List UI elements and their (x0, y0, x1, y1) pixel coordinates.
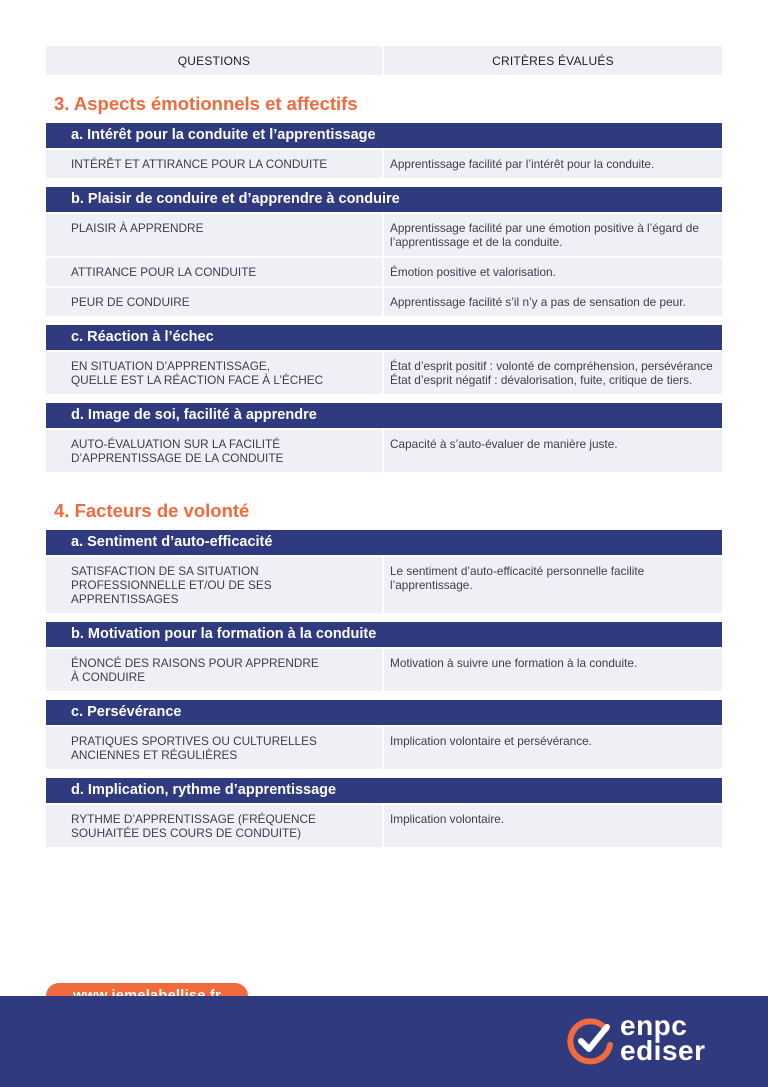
criteria-cell (384, 430, 722, 472)
question-line: PROFESSIONNELLE ET/OU DE SES (71, 578, 272, 592)
question-line: SATISFACTION DE SA SITUATION (71, 564, 259, 578)
criteria-group (46, 123, 722, 178)
criteria-line: Implication volontaire. (390, 812, 505, 826)
question-cell (46, 214, 384, 256)
question-line: EN SITUATION D’APPRENTISSAGE, (71, 359, 271, 373)
table-row (46, 649, 722, 691)
criteria-group (46, 403, 722, 472)
criteria-line: Motivation à suivre une formation à la conduite. (390, 656, 638, 670)
criteria-group (46, 187, 722, 316)
question-cell (46, 557, 384, 613)
enpc-ediser-logo (566, 1010, 726, 1069)
subsection-header: b. Plaisir de conduire et d’apprendre à conduire (46, 187, 722, 212)
table-row (46, 258, 722, 286)
subsection-header: d. Implication, rythme d’apprentissage (46, 778, 722, 803)
criteria-cell (384, 805, 722, 847)
question-line: PRATIQUES SPORTIVES OU CULTURELLES (71, 734, 317, 748)
question-line: APPRENTISSAGES (71, 592, 179, 606)
criteria-line: Capacité à s’auto-évaluer de manière juste. (390, 437, 618, 451)
section-title: 3. Aspects émotionnels et affectifs (54, 93, 358, 114)
sections-container (46, 91, 722, 847)
criteria-line: État d’esprit négatif : dévalorisation, fuite, critique de tiers. (390, 373, 693, 387)
criteria-cell (384, 258, 722, 286)
question-line: ATTIRANCE POUR LA CONDUITE (71, 265, 257, 279)
criteria-line: Apprentissage facilité par une émotion positive à l’égard de l’apprentissage et de la conduite. (390, 221, 699, 249)
logo-line-enpc: enpc (620, 1010, 688, 1041)
question-line: AUTO-ÉVALUATION SUR LA FACILITÉ (71, 437, 281, 451)
question-line: RYTHME D’APPRENTISSAGE (FRÉQUENCE (71, 812, 316, 826)
criteria-line: Émotion positive et valorisation. (390, 265, 556, 279)
question-line: SOUHAITÉE DES COURS DE CONDUITE) (71, 826, 302, 840)
question-line: QUELLE EST LA RÉACTION FACE À L’ÉCHEC (71, 373, 324, 387)
question-cell (46, 352, 384, 394)
criteria-cell (384, 150, 722, 178)
criteria-line: Apprentissage facilité par l’intérêt pour la conduite. (390, 157, 655, 171)
table-row (46, 430, 722, 472)
checkmark-circle-icon (566, 1017, 616, 1067)
criteria-group (46, 530, 722, 613)
question-cell (46, 430, 384, 472)
subsection-header: c. Réaction à l’échec (46, 325, 722, 350)
criteria-cell (384, 288, 722, 316)
criteria-group (46, 700, 722, 769)
question-line: À CONDUIRE (71, 670, 146, 684)
question-line: D’APPRENTISSAGE DE LA CONDUITE (71, 451, 284, 465)
criteria-line: État d’esprit positif : volonté de compréhension, persévérance (390, 359, 713, 373)
question-line: ÉNONCÉ DES RAISONS POUR APPRENDRE (71, 656, 319, 670)
criteria-cell (384, 352, 722, 394)
criteria-group (46, 778, 722, 847)
question-line: ANCIENNES ET RÉGULIÈRES (71, 748, 238, 762)
table-row (46, 214, 722, 256)
subsection-header: b. Motivation pour la formation à la conduite (46, 622, 722, 647)
subsection-header: a. Intérêt pour la conduite et l’apprentissage (46, 123, 722, 148)
criteria-cell (384, 214, 722, 256)
criteria-group (46, 325, 722, 394)
criteria-line: Apprentissage facilité s’il n’y a pas de sensation de peur. (390, 295, 686, 309)
table-row (46, 557, 722, 613)
question-cell (46, 727, 384, 769)
subsection-header: d. Image de soi, facilité à apprendre (46, 403, 722, 428)
question-cell (46, 805, 384, 847)
column-header (46, 46, 722, 75)
table-row (46, 727, 722, 769)
table-row (46, 288, 722, 316)
col-questions-header: QUESTIONS (46, 46, 384, 75)
criteria-line: Le sentiment d’auto-efficacité personnelle facilite l’apprentissage. (390, 564, 645, 592)
question-line: INTÉRÊT ET ATTIRANCE POUR LA CONDUITE (71, 157, 328, 171)
criteria-group (46, 622, 722, 691)
criteria-cell (384, 649, 722, 691)
criteria-cell (384, 727, 722, 769)
logo-line-ediser: ediser (620, 1035, 706, 1066)
section-title: 4. Facteurs de volonté (54, 500, 250, 521)
question-cell (46, 258, 384, 286)
table-row (46, 352, 722, 394)
question-line: PEUR DE CONDUIRE (71, 295, 190, 309)
document-body (46, 46, 722, 856)
question-cell (46, 150, 384, 178)
table-row (46, 805, 722, 847)
question-cell (46, 288, 384, 316)
subsection-header: c. Persévérance (46, 700, 722, 725)
subsection-header: a. Sentiment d’auto-efficacité (46, 530, 722, 555)
question-cell (46, 649, 384, 691)
criteria-line: Implication volontaire et persévérance. (390, 734, 592, 748)
col-criteria-header: CRITÈRES ÉVALUÉS (384, 46, 722, 75)
criteria-cell (384, 557, 722, 613)
table-row (46, 150, 722, 178)
question-line: PLAISIR À APPRENDRE (71, 221, 204, 235)
